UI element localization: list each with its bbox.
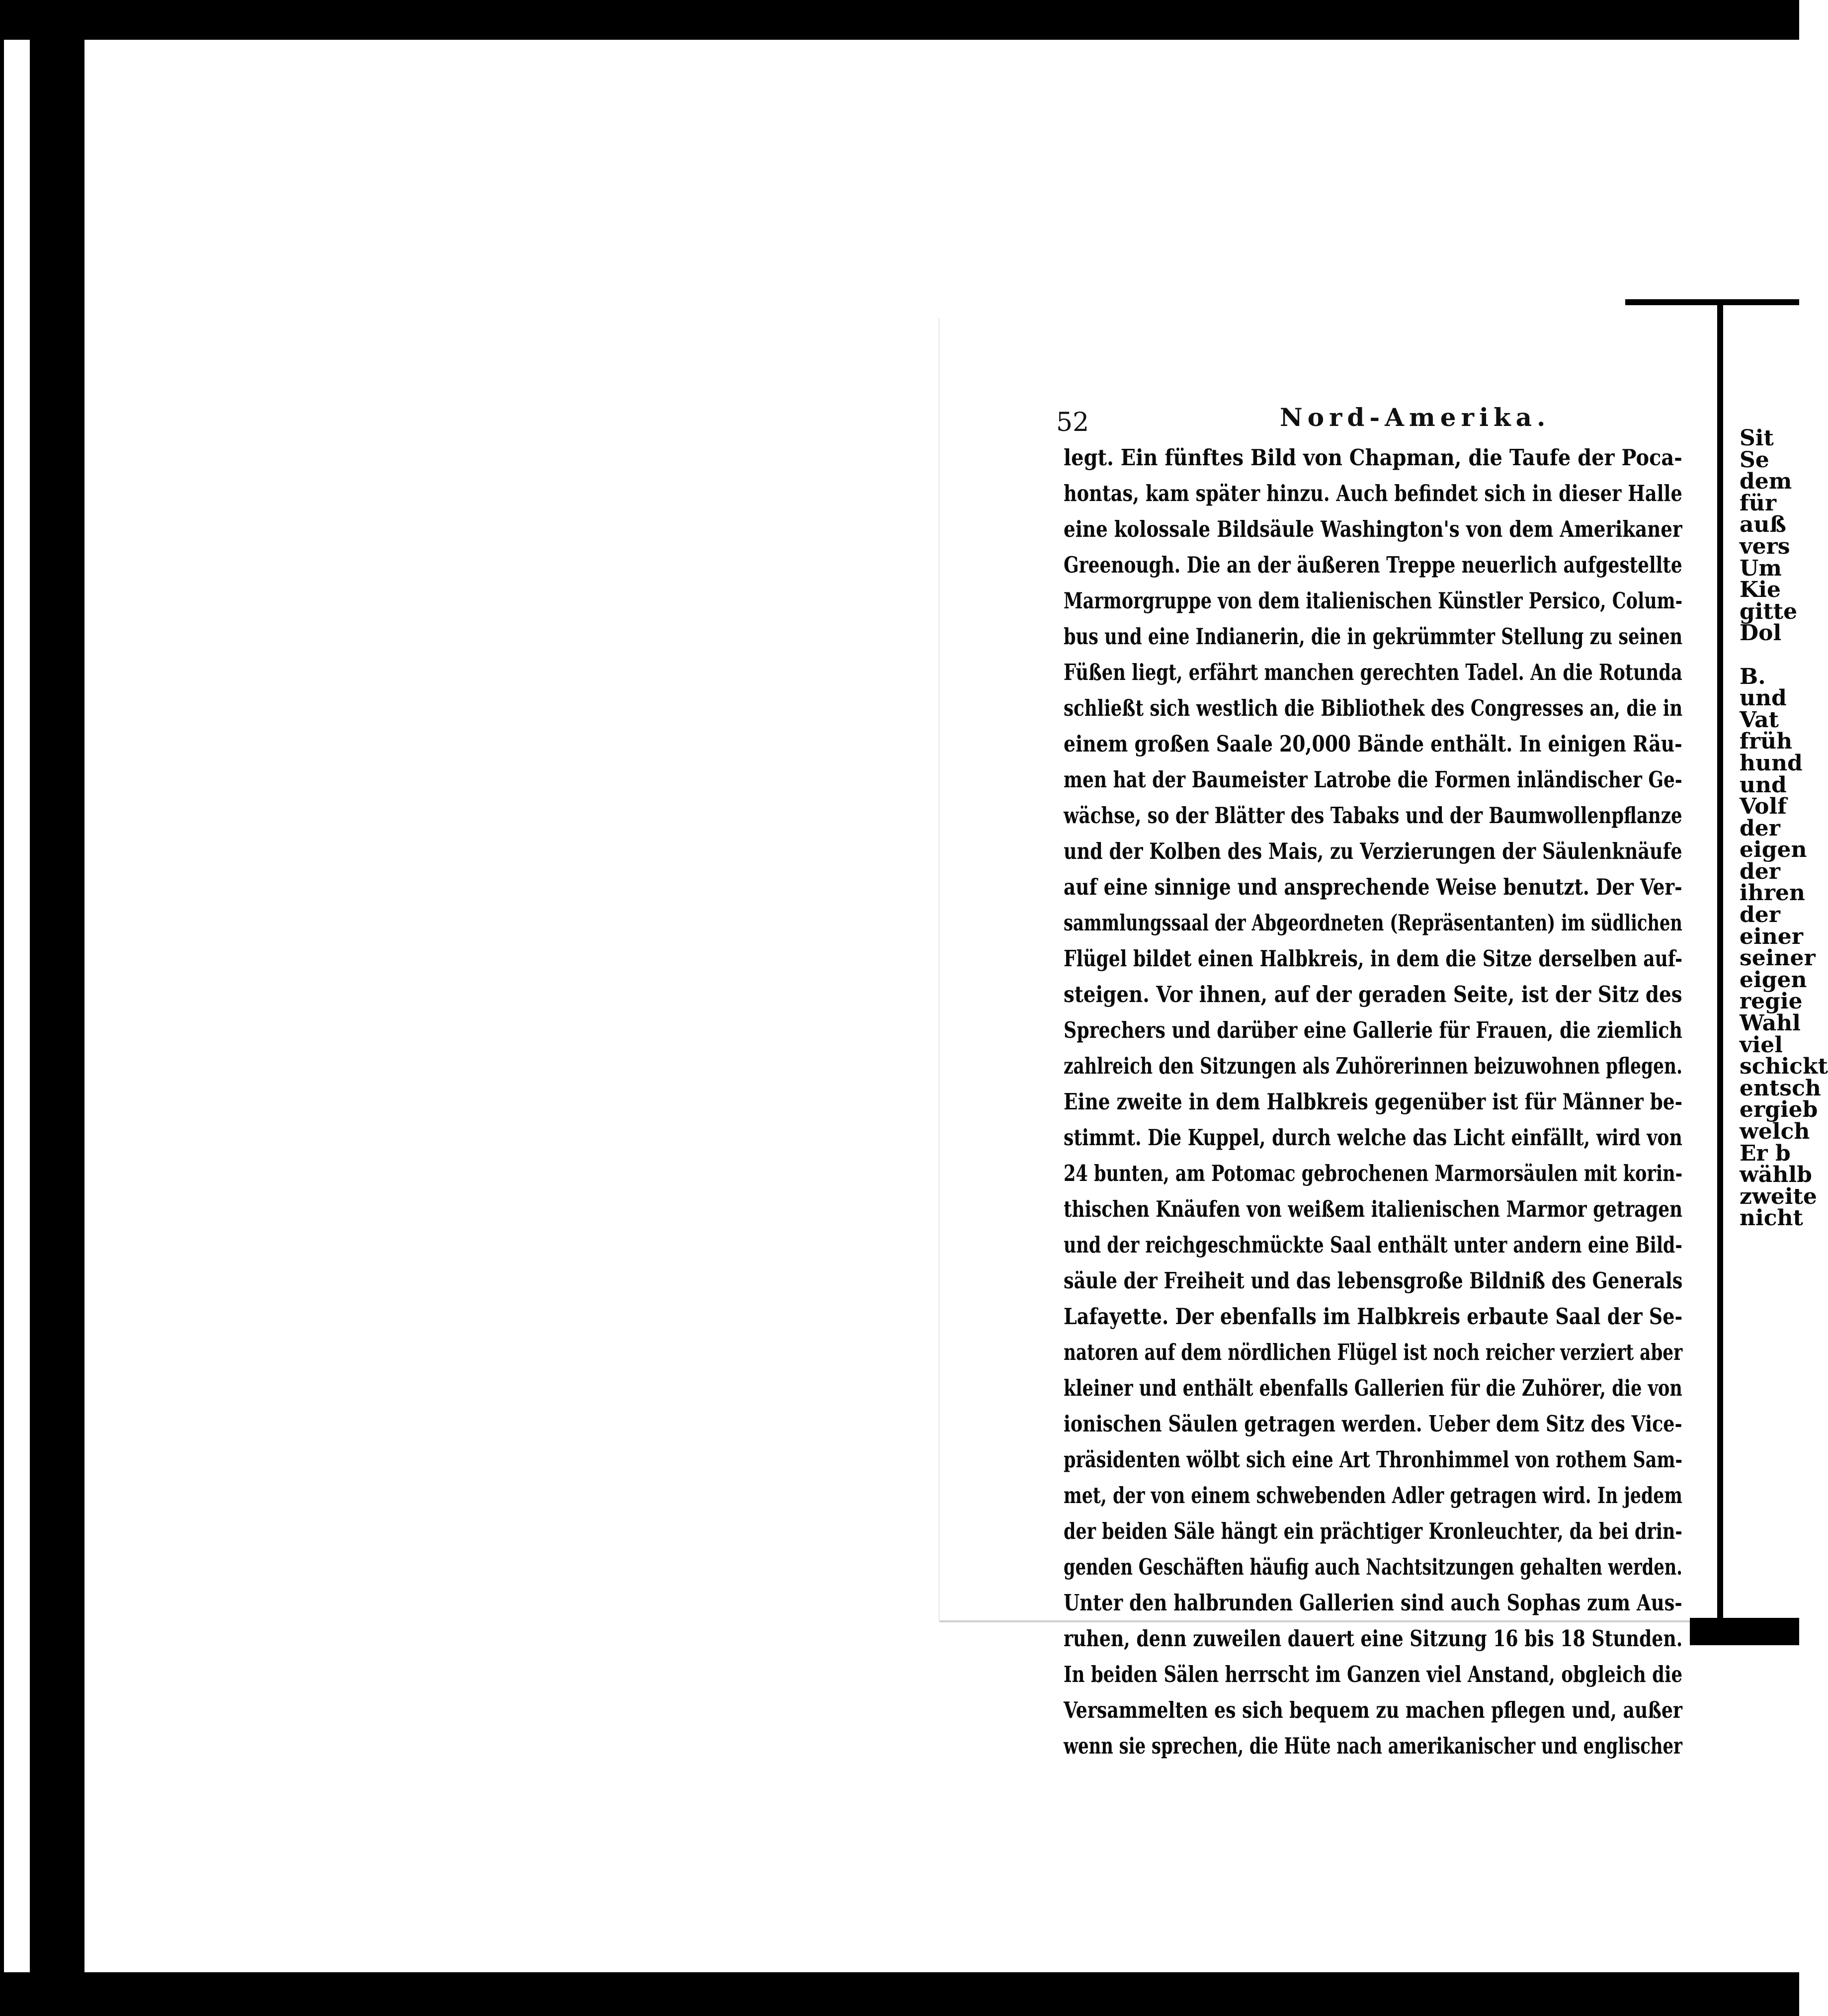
text-line: men hat der Baumeister Latrobe die Formen inländischer Ge- (1064, 767, 1682, 793)
next-page-line: früh (1740, 729, 1793, 755)
text-line: steigen. Vor ihnen, auf der geraden Seite, ist der Sitz des (1064, 982, 1682, 1008)
text-line: Sprechers und darüber eine Gallerie für Frauen, die ziemlich (1064, 1017, 1682, 1043)
next-page-line: schickt (1740, 1054, 1828, 1080)
text-line: wächse, so der Blätter des Tabaks und der Baumwollenpflanze (1064, 803, 1682, 829)
next-page-line: Se (1740, 447, 1769, 473)
next-page-line: und (1740, 685, 1787, 711)
next-page-line: eigen (1740, 967, 1807, 993)
text-line: eine kolossale Bildsäule Washington's von dem Amerikaner (1064, 516, 1682, 542)
text-line: sammlungssaal der Abgeordneten (Repräsentanten) im südlichen (1064, 910, 1682, 936)
next-page-line: Er b (1740, 1140, 1791, 1166)
next-page-line: entsch (1740, 1075, 1821, 1101)
next-page-line: Dol (1740, 620, 1782, 646)
next-page-line: Wahl (1740, 1010, 1801, 1036)
text-line: zahlreich den Sitzungen als Zuhörerinnen beizuwohnen pflegen. (1064, 1053, 1683, 1079)
next-page-line: Sit (1740, 425, 1774, 451)
text-line: Eine zweite in dem Halbkreis gegenüber ist für Männer be- (1064, 1089, 1683, 1115)
next-page-line: zweite (1740, 1183, 1817, 1209)
text-line: einem großen Saale 20,000 Bände enthält. In einigen Räu- (1064, 731, 1682, 757)
text-line: Unter den halbrunden Gallerien sind auch Sophas zum Aus- (1064, 1590, 1682, 1616)
page-edge-left (938, 318, 940, 1620)
text-line: Marmorgruppe von dem italienischen Künstler Persico, Colum- (1064, 588, 1683, 614)
text-line: Versammelten es sich bequem zu machen pflegen und, außer (1064, 1697, 1682, 1723)
scan-border-bottom (0, 1972, 1799, 2016)
next-page-line: gitte (1740, 598, 1798, 624)
next-page-line (1740, 644, 1799, 666)
next-page-line: ergieb (1740, 1097, 1818, 1123)
text-line: und der reichgeschmückte Saal enthält unter andern eine Bild- (1064, 1232, 1682, 1258)
text-line: wenn sie sprechen, die Hüte nach amerikanischer und englischer (1064, 1733, 1682, 1759)
next-page-line: regie (1740, 989, 1803, 1014)
next-page-line: hund (1740, 750, 1803, 776)
text-line: met, der von einem schwebenden Adler getragen wird. In jedem (1064, 1483, 1683, 1509)
gutter-shadow-bottom (1690, 1618, 1799, 1645)
gutter-rule-top (1625, 299, 1799, 305)
text-line: bus und eine Indianerin, die in gekrümmter Stellung zu seinen (1064, 624, 1683, 650)
text-line: auf eine sinnige und ansprechende Weise benutzt. Der Ver- (1064, 874, 1682, 900)
next-page-line: seiner (1740, 945, 1816, 971)
text-line: kleiner und enthält ebenfalls Gallerien für die Zuhörer, die von (1064, 1375, 1682, 1401)
text-line: Lafayette. Der ebenfalls im Halbkreis erbaute Saal der Se- (1064, 1304, 1683, 1330)
text-line: legt. Ein fünftes Bild von Chapman, die Taufe der Poca- (1064, 445, 1682, 471)
next-page-line: einer (1740, 924, 1803, 949)
page-number: 52 (1056, 408, 1089, 437)
scan-border-top (0, 0, 1799, 40)
scan-border-left (30, 0, 84, 2016)
text-line: und der Kolben des Mais, zu Verzierungen der Säulenknäufe (1064, 839, 1682, 864)
text-line: In beiden Sälen herrscht im Ganzen viel Anstand, obgleich die (1064, 1662, 1683, 1687)
next-page-line: nicht (1740, 1205, 1803, 1231)
scan-edge-left (0, 0, 4, 2016)
next-page-line: welch (1740, 1119, 1810, 1144)
gutter-rule (1717, 303, 1723, 1620)
text-line: Greenough. Die an der äußeren Treppe neuerlich aufgestellte (1064, 552, 1682, 578)
next-page-line: und (1740, 772, 1787, 798)
text-line: schließt sich westlich die Bibliothek des Congresses an, die in (1064, 695, 1683, 721)
text-line: präsidenten wölbt sich eine Art Thronhimmel von rothem Sam- (1064, 1447, 1683, 1473)
next-page-line: Vat (1740, 707, 1779, 733)
body-text (1064, 440, 1682, 1764)
text-line: Flügel bildet einen Halbkreis, in dem die Sitze derselben auf- (1064, 946, 1683, 972)
text-line: stimmt. Die Kuppel, durch welche das Licht einfällt, wird von (1064, 1125, 1682, 1151)
text-line: der beiden Säle hängt ein prächtiger Kronleuchter, da bei drin- (1064, 1518, 1682, 1544)
next-page-line: dem (1740, 469, 1792, 495)
next-page-line: Kie (1740, 577, 1781, 603)
text-line: hontas, kam später hinzu. Auch befindet sich in dieser Halle (1064, 481, 1682, 506)
next-page-line: Um (1740, 555, 1782, 581)
next-page-fragment (1740, 425, 1828, 1546)
text-line: Füßen liegt, erfährt manchen gerechten Tadel. An die Rotunda (1064, 660, 1682, 685)
next-page-line: wählb (1740, 1162, 1812, 1188)
next-page-line: viel (1740, 1032, 1783, 1058)
next-page-line: vers (1740, 533, 1790, 559)
text-line: säule der Freiheit und das lebensgroße Bildniß des Generals (1064, 1268, 1683, 1294)
text-line: 24 bunten, am Potomac gebrochenen Marmorsäulen mit korin- (1064, 1161, 1683, 1186)
next-page-line: eigen (1740, 837, 1807, 863)
text-line: thischen Knäufen von weißem italienischen Marmor getragen (1064, 1196, 1683, 1222)
text-line: ruhen, denn zuweilen dauert eine Sitzung 16 bis 18 Stunden. (1064, 1626, 1683, 1652)
next-page-line: Volf (1740, 794, 1787, 820)
next-page-line: ihren (1740, 880, 1805, 906)
next-page-line: für (1740, 490, 1777, 516)
running-head: Nord-Amerika. (1280, 403, 1551, 432)
next-page-line: B. (1740, 664, 1766, 689)
next-page-line: der (1740, 858, 1780, 884)
text-line: genden Geschäften häufig auch Nachtsitzungen gehalten werden. (1064, 1554, 1683, 1580)
text-line: natoren auf dem nördlichen Flügel ist noch reicher verziert aber (1064, 1340, 1683, 1365)
next-page-line: der (1740, 815, 1780, 841)
next-page-line: der (1740, 902, 1780, 928)
text-line: ionischen Säulen getragen werden. Ueber dem Sitz des Vice- (1064, 1411, 1682, 1437)
next-page-line: auß (1740, 512, 1786, 538)
